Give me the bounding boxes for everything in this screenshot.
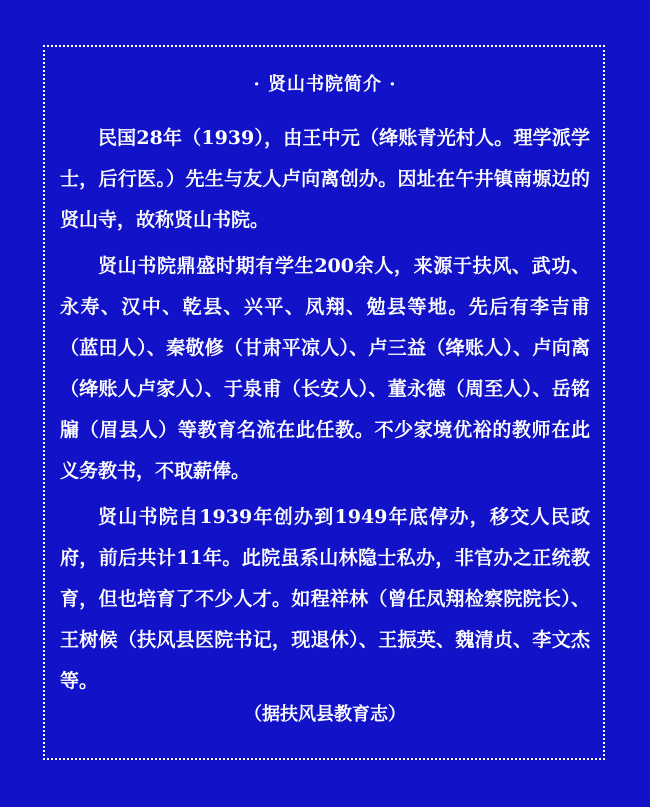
source-citation: （据扶风县教育志）: [244, 704, 406, 725]
paragraph-1: 民国28年（1939），由王中元（绛账青光村人。理学派学士，后行医。）先生与友人卢向离创办。因址在午井镇南塬边的贤山寺，故称贤山书院。: [60, 127, 590, 231]
document-body: [60, 118, 590, 707]
paragraph-2: 贤山书院鼎盛时期有学生200余人，来源于扶风、武功、永寿、汉中、乾县、兴平、凤翔、勉县等地。先后有李吉甫（蓝田人）、秦敬修（甘肃平凉人）、卢三益（绛账人）、卢向离（绛账人卢家人）、于泉甫（长安人）、董永德（周至人）、岳铭牖（眉县人）等教育名流在此任教。不少家境优裕的教师在此义务教书，不取薪俸。: [60, 255, 590, 482]
document-title: · 贤山书院简介 ·: [253, 74, 397, 95]
paragraph-3: 贤山书院自1939年创办到1949年底停办，移交人民政府，前后共计11年。此院虽系山林隐士私办，非官办之正统教育，但也培育了不少人才。如程祥林（曾任凤翔检察院院长）、王树候（扶风县医院书记，现退休）、王振英、魏清贞、李文杰等。: [60, 506, 590, 692]
